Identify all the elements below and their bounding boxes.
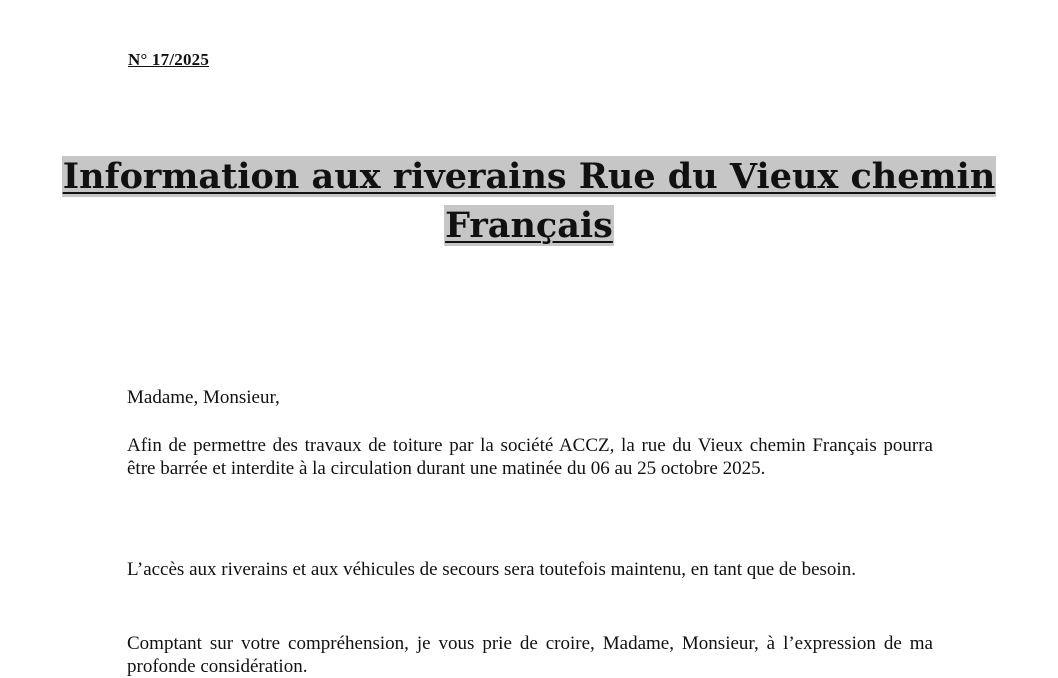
paragraph-closing: Comptant sur votre compréhension, je vous prie de croire, Madame, Monsieur, à l’expression de ma profonde considération. [127, 633, 933, 677]
reference-number: N° 17/2025 [128, 50, 210, 69]
title-line-2: Français [445, 205, 613, 246]
document-title [40, 152, 1018, 250]
salutation: Madame, Monsieur, [127, 387, 280, 408]
paragraph-road-closure: Afin de permettre des travaux de toiture par la société ACCZ, la rue du Vieux chemin Français pourra être barrée et interdite à la circulation durant une matinée du 06 au 25 octobre 2025. [127, 435, 933, 479]
title-line-1: Information aux riverains Rue du Vieux chemin [62, 156, 996, 197]
paragraph-access: L’accès aux riverains et aux véhicules de secours sera toutefois maintenu, en tant que de besoin. [127, 559, 856, 580]
